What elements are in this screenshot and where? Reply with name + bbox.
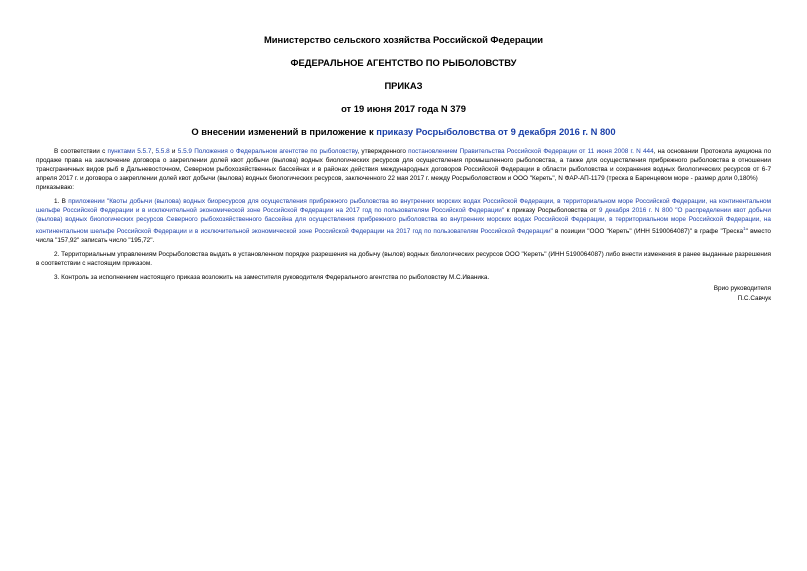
- item-1-text: к приказу Росрыболовства от: [504, 207, 599, 214]
- preamble-text: ,: [151, 148, 156, 155]
- signature-position: Врио руководителя: [713, 285, 771, 293]
- link-clause-5-5-7[interactable]: пунктами 5.5.7: [107, 148, 152, 155]
- ministry-title: Министерство сельского хозяйства Российской Федерации: [263, 34, 544, 45]
- document-date-number: от 19 июня 2017 года N 379: [341, 103, 466, 114]
- item-3-paragraph: 3. Контроль за исполнением настоящего приказа возложить на заместителя руководителя Федерального агентства по рыболовству М.С.Иваника.: [54, 274, 490, 282]
- link-order-800[interactable]: 9 декабря 2016 г. N 800 "О распределении квот добычи (вылова) водных биологических ресурсов Северного рыбохозяйственного бассейна для осуществления прибрежного рыболовства во внутренних морских водах Российской Федерации, в территориальном море Российской Федерации, на континентальном шельфе Российской Федерации и в исключительной экономической зоне Российской Федерации на 2017 год по пользователям Российской Федерации": [36, 207, 771, 236]
- link-agency-regulation[interactable]: 5.5.9 Положения о Федеральном агентстве по рыболовству: [177, 148, 358, 155]
- agency-title: ФЕДЕРАЛЬНОЕ АГЕНТСТВО ПО РЫБОЛОВСТВУ: [290, 57, 517, 68]
- document-type: ПРИКАЗ: [384, 80, 423, 91]
- preamble-text: , на основании Протокола аукциона по продаже права на заключение договора о закреплении долей квот добычи (вылова) водных биологических ресурсов для осуществления промышленного рыболовства, а также для осуществления прибрежного рыболовства в отношении трансграничных видов рыб в Дальневосточном, Северном рыбохозяйственных бассейнах и в районах действия международных договоров Российской Федерации в области рыболовства и сохранения водных биологических ресурсов от 6-7 апреля 2017 г. и договора о закреплении долей квот добычи (вылова) водных биологических ресурсов, заключенного 22 мая 2017 г. между Росрыболовством и ООО "Кереть", N ФАР-АП-1179 (треска в Баренцевом море - размер доли 0,180%): [36, 148, 771, 182]
- signature-block: [36, 284, 771, 303]
- link-quota-appendix[interactable]: приложении "Квоты добычи (вылова) водных биоресурсов для осуществления прибрежного рыболовства во внутренних морских водах Российской Федерации, в территориальном море Российской Федерации, на континентальном шельфе Российской Федерации и в исключительной экономической зоне Российской Федерации на 2017 год по пользователям Российской Федерации": [36, 198, 771, 214]
- subject-text: О внесении изменений в приложение к: [191, 126, 377, 137]
- subject-order-link[interactable]: приказу Росрыболовства от 9 декабря 2016 г. N 800: [376, 126, 616, 137]
- link-government-decree[interactable]: постановлением Правительства Российской Федерации от 11 июня 2008 г. N 444: [408, 148, 654, 155]
- preamble-paragraph: [36, 147, 771, 183]
- item-1-text: в позиции "ООО "Кереть" (ИНН 5190064087)" в графе "Треска: [552, 228, 744, 236]
- signature-name: П.С.Савчук: [737, 294, 771, 302]
- item-2-paragraph: 2. Территориальным управлениям Росрыболовства выдать в установленном порядке разрешения на добычу (вылов) водных биологических ресурсов ООО "Кереть" (ИНН 5190064087) либо внести изменения в ранее выданные разрешения в соответствии с настоящим приказом.: [36, 251, 771, 268]
- item-1-text: " вместо числа "157,92" записать число "195,72".: [36, 228, 771, 245]
- preamble-text: В соответствии с: [54, 148, 108, 155]
- preamble-text: и: [169, 148, 178, 155]
- ordering-word: приказываю:: [36, 184, 74, 191]
- document-subject: [36, 126, 771, 137]
- footnote-1-link[interactable]: 1: [743, 226, 746, 231]
- document-body: [36, 147, 771, 282]
- item-1-paragraph: [36, 197, 771, 245]
- preamble-text: , утвержденного: [357, 148, 409, 155]
- item-1-text: 1. В: [54, 198, 69, 205]
- link-clause-5-5-8[interactable]: 5.5.8: [155, 148, 170, 155]
